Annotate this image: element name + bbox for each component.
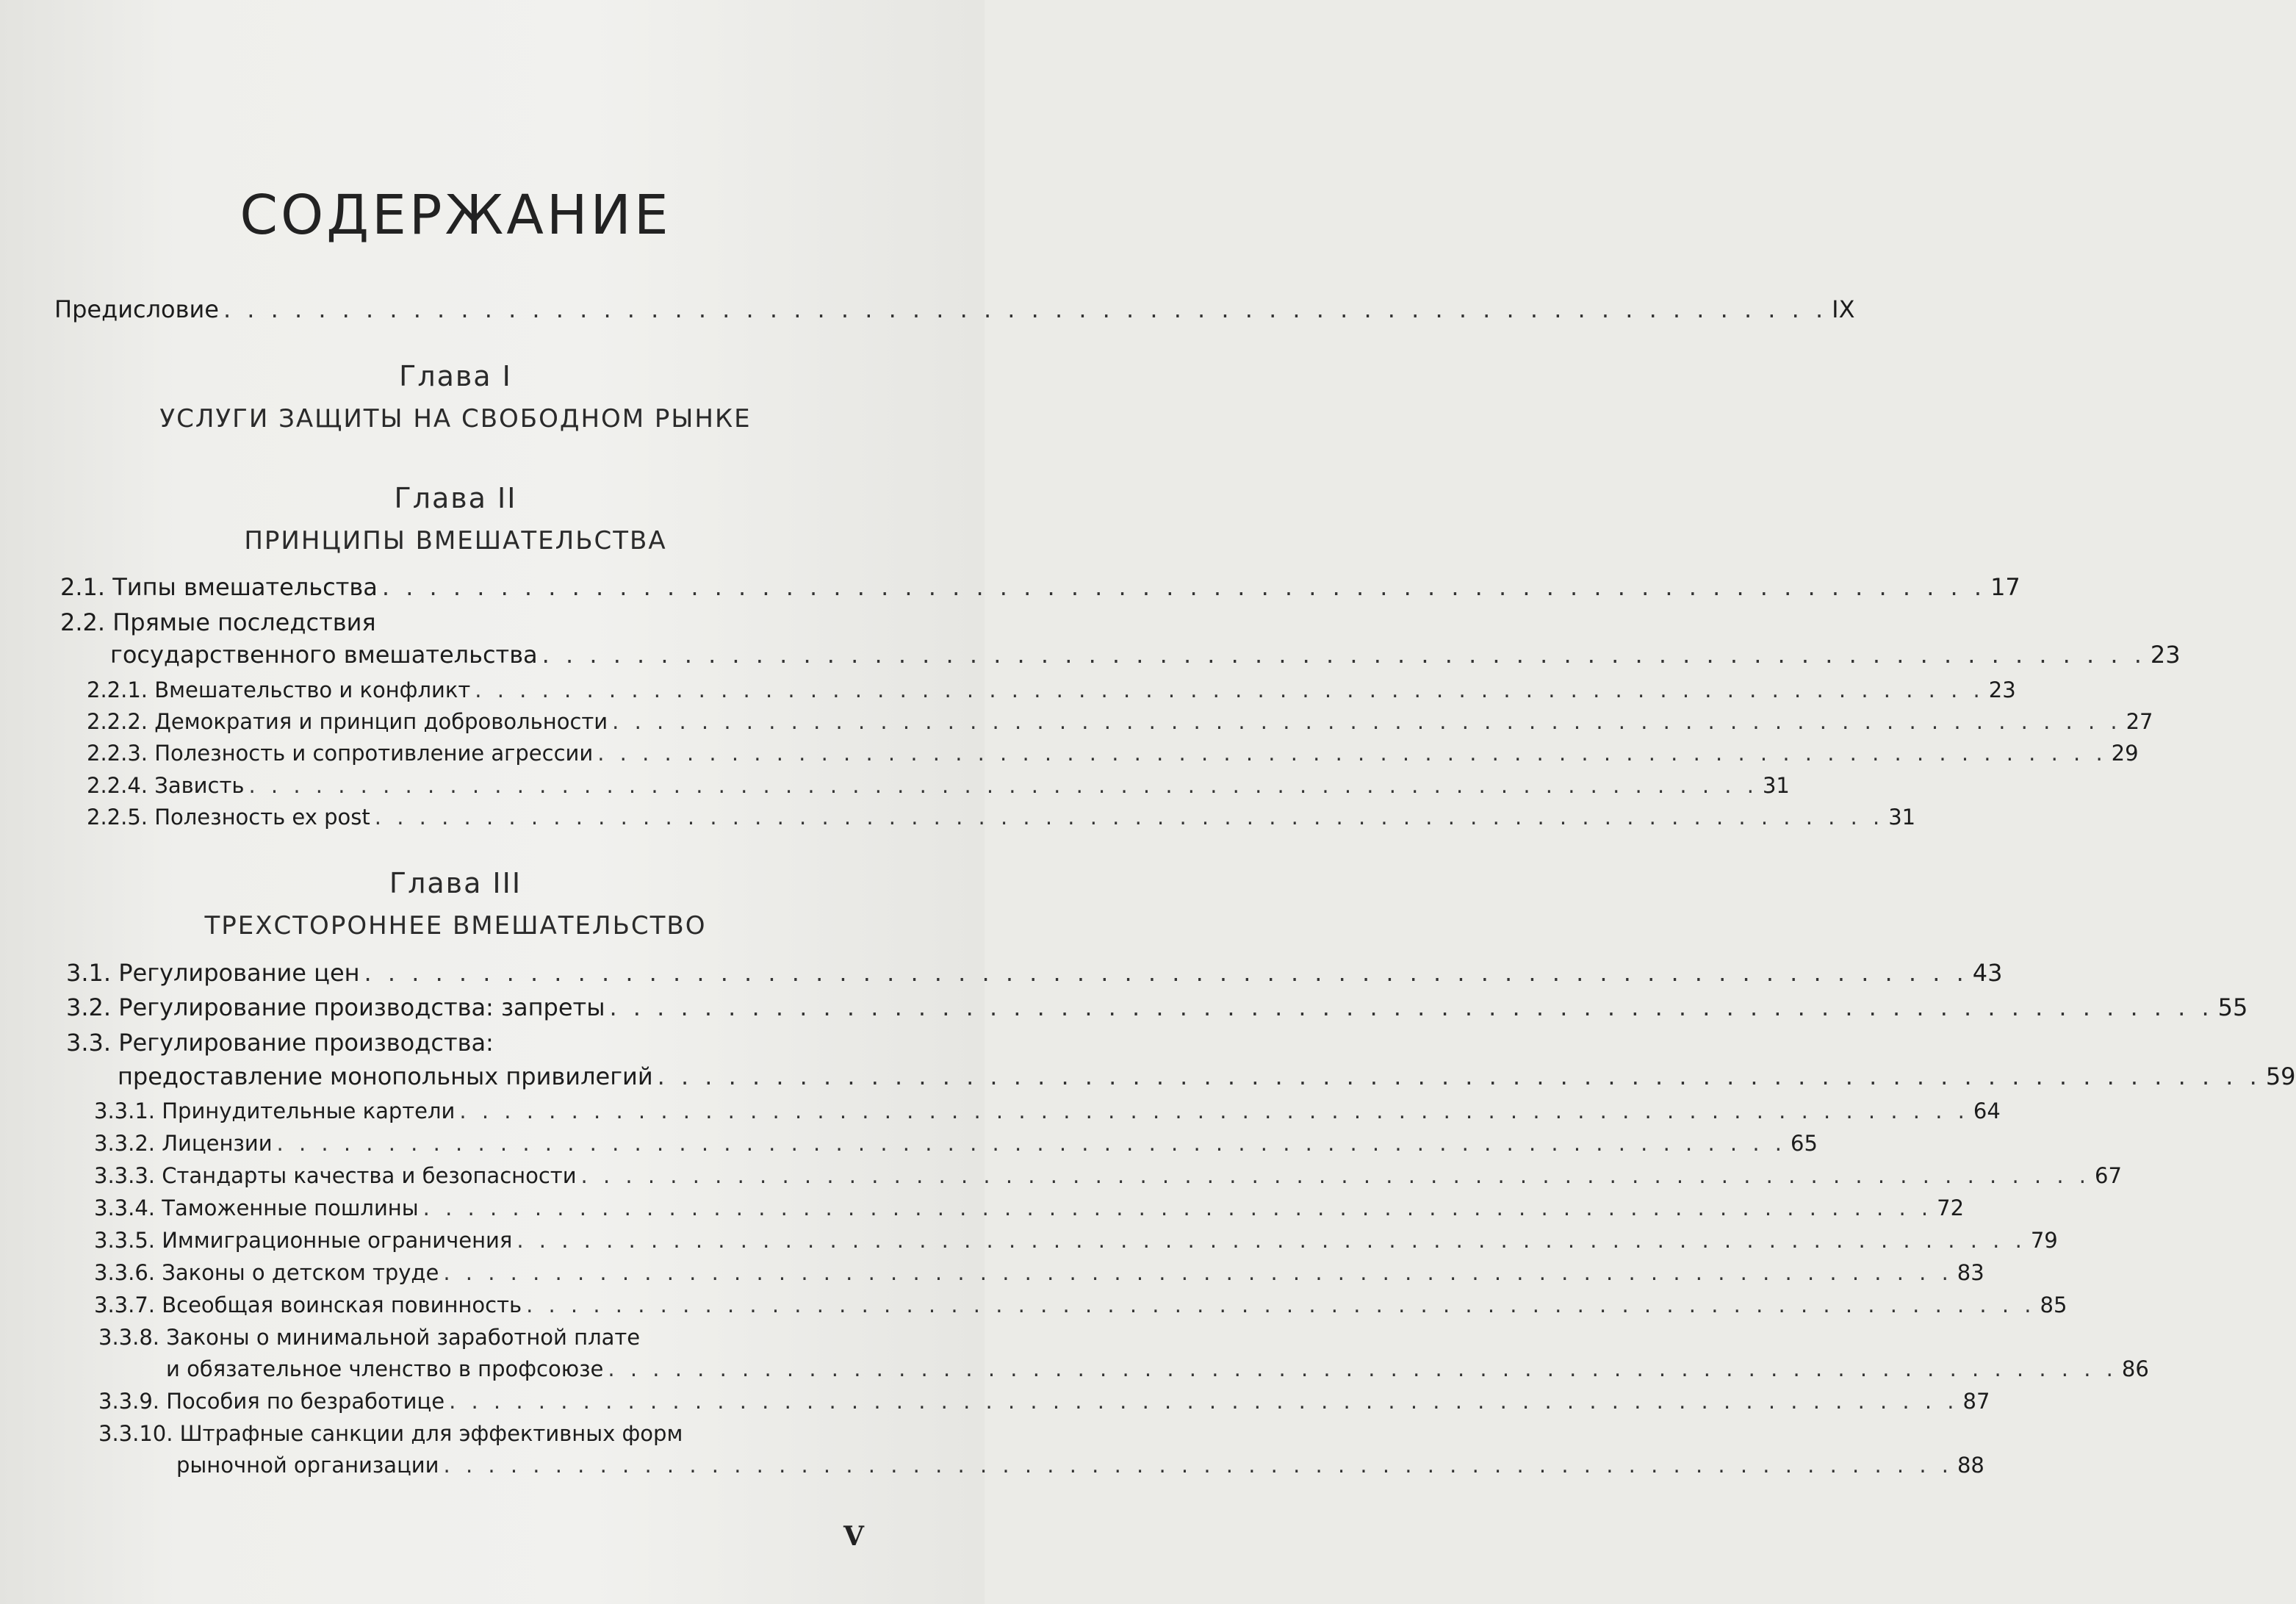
toc-entry-text: 3.3.7. Всеобщая воинская повинность: [94, 1292, 522, 1317]
toc-entry-text: рыночной организации: [176, 1453, 439, 1478]
toc-page-number: 23: [1988, 677, 2016, 702]
toc-page-number: 88: [1957, 1453, 1984, 1478]
toc-entry: [94, 1260, 1984, 1285]
dot-leader: . . . . . . . . . . . . . . . . . . . . . . . . . . . . . . . . . . . . . . . . . . . . . . . . . . . . . . . . . . . . . . . . . . . .: [381, 573, 1987, 601]
toc-page-number: 86: [2121, 1356, 2149, 1381]
toc-entry-text: 2.2. Прямые последствия: [60, 608, 376, 636]
toc-entry: [118, 1062, 2296, 1090]
toc-page-number: IX: [1832, 295, 1855, 323]
toc-page-number: 79: [2030, 1228, 2058, 1253]
toc-entry-text: и обязательное членство в профсоюзе: [166, 1356, 604, 1381]
dot-leader: . . . . . . . . . . . . . . . . . . . . . . . . . . . . . . . . . . . . . . . . . . . . . . . . . . . . . . . . . . . . . . . . . . . .: [608, 1356, 2117, 1381]
toc-entry: [87, 677, 2016, 702]
dot-leader: . . . . . . . . . . . . . . . . . . . . . . . . . . . . . . . . . . . . . . . . . . . . . . . . . . . . . . . . . . . . . . . . . . . .: [517, 1228, 2026, 1253]
dot-leader: . . . . . . . . . . . . . . . . . . . . . . . . . . . . . . . . . . . . . . . . . . . . . . . . . . . . . . . . . . . . . . . . . . . .: [609, 993, 2214, 1021]
chapter-label-3: Глава III: [389, 867, 522, 899]
toc-entry: [94, 1131, 1818, 1156]
toc-entry-preface: [54, 295, 1855, 323]
toc-entry-text: 3.3.6. Законы о детском труде: [94, 1260, 439, 1285]
dot-leader: . . . . . . . . . . . . . . . . . . . . . . . . . . . . . . . . . . . . . . . . . . . . . . . . . . . . . . . . . . . . . . . . . . . .: [443, 1260, 1953, 1285]
toc-entry: [94, 1292, 2068, 1317]
chapter-title-3: ТРЕХСТОРОННЕЕ ВМЕШАТЕЛЬСТВО: [204, 911, 707, 941]
toc-entry-text: предоставление монопольных привилегий: [118, 1062, 653, 1090]
toc-entry-text: 2.2.1. Вмешательство и конфликт: [87, 677, 471, 702]
chapter-title-1: УСЛУГИ ЗАЩИТЫ НА СВОБОДНОМ РЫНКЕ: [159, 404, 752, 434]
toc-page-number: 55: [2217, 993, 2248, 1021]
toc-entry-text: 2.2.5. Полезность ex post: [87, 805, 370, 830]
dot-leader: . . . . . . . . . . . . . . . . . . . . . . . . . . . . . . . . . . . . . . . . . . . . . . . . . . . . . . . . . . . . . . . . . . . .: [459, 1098, 1969, 1123]
dot-leader: . . . . . . . . . . . . . . . . . . . . . . . . . . . . . . . . . . . . . . . . . . . . . . . . . . . . . . . . . . . . . . . . . . . .: [248, 773, 1758, 798]
page-title: СОДЕРЖАНИЕ: [240, 184, 672, 247]
toc-entry: [110, 641, 2181, 669]
toc-entry-text: 2.2.3. Полезность и сопротивление агрессии: [87, 741, 594, 766]
toc-page-number: 31: [1762, 773, 1790, 798]
toc-page-number: 65: [1791, 1131, 1818, 1156]
toc-entry: [66, 993, 2248, 1021]
toc-entry: [94, 1195, 1965, 1220]
toc-page-number: 85: [2040, 1292, 2068, 1317]
dot-leader: . . . . . . . . . . . . . . . . . . . . . . . . . . . . . . . . . . . . . . . . . . . . . . . . . . . . . . . . . . . . . . . . . . . .: [276, 1131, 1787, 1156]
toc-entry-text: 2.1. Типы вмешательства: [60, 573, 378, 601]
toc-entry-text: 3.3.5. Иммиграционные ограничения: [94, 1228, 513, 1253]
dot-leader: . . . . . . . . . . . . . . . . . . . . . . . . . . . . . . . . . . . . . . . . . . . . . . . . . . . . . . . . . . . . . . . . . . . .: [449, 1389, 1959, 1414]
toc-entry-text: 3.3.8. Законы о минимальной заработной плате: [98, 1325, 641, 1350]
toc-entry: [87, 709, 2153, 734]
dot-leader: . . . . . . . . . . . . . . . . . . . . . . . . . . . . . . . . . . . . . . . . . . . . . . . . . . . . . . . . . . . . . . . . . . . .: [422, 1195, 1933, 1220]
toc-entry-text: 3.3.10. Штрафные санкции для эффективных форм: [98, 1421, 683, 1446]
toc-page-number: 31: [1888, 805, 1916, 830]
dot-leader: . . . . . . . . . . . . . . . . . . . . . . . . . . . . . . . . . . . . . . . . . . . . . . . . . . . . . . . . . . . . . . . . . . . .: [364, 959, 1968, 987]
toc-entry: [94, 1228, 2058, 1253]
dot-leader: . . . . . . . . . . . . . . . . . . . . . . . . . . . . . . . . . . . . . . . . . . . . . . . . . . . . . . . . . . . . . . . . . . . .: [612, 709, 2122, 734]
toc-entry: [87, 741, 2139, 766]
toc-page-number: 59: [2265, 1062, 2296, 1090]
chapter-title-2: ПРИНЦИПЫ ВМЕШАТЕЛЬСТВА: [244, 526, 667, 555]
toc-page-number: 67: [2095, 1163, 2122, 1188]
toc-entry-text: Предисловие: [54, 295, 219, 323]
toc-entry: [60, 573, 2020, 601]
dot-leader: . . . . . . . . . . . . . . . . . . . . . . . . . . . . . . . . . . . . . . . . . . . . . . . . . . . . . . . . . . . . . . . . . . . .: [374, 805, 1885, 830]
toc-page-number: 64: [1973, 1098, 2001, 1123]
toc-page-number: 43: [1972, 959, 2003, 987]
toc-entry-text: 3.3.2. Лицензии: [94, 1131, 273, 1156]
chapter-label-2: Глава II: [394, 482, 517, 514]
toc-entry-text: государственного вмешательства: [110, 641, 538, 669]
toc-entry-text: 3.3.4. Таможенные пошлины: [94, 1195, 419, 1220]
toc-entry: [87, 773, 1790, 798]
toc-entry-text: 3.3.3. Стандарты качества и безопасности: [94, 1163, 577, 1188]
chapter-label-1: Глава I: [399, 360, 512, 392]
toc-entry: [176, 1453, 1984, 1478]
page-number: V: [843, 1521, 864, 1552]
toc-entry: [94, 1098, 2001, 1123]
dot-leader: . . . . . . . . . . . . . . . . . . . . . . . . . . . . . . . . . . . . . . . . . . . . . . . . . . . . . . . . . . . . . . . . . . . .: [657, 1062, 2261, 1090]
toc-entry: [98, 1389, 1990, 1414]
toc-entry: [66, 959, 2003, 987]
toc-page-number: 27: [2126, 709, 2153, 734]
toc-entry: [87, 805, 1916, 830]
dot-leader: . . . . . . . . . . . . . . . . . . . . . . . . . . . . . . . . . . . . . . . . . . . . . . . . . . . . . . . . . . . . . . . . . . . .: [223, 295, 1828, 323]
toc-entry-text: 2.2.2. Демократия и принцип добровольности: [87, 709, 608, 734]
dot-leader: . . . . . . . . . . . . . . . . . . . . . . . . . . . . . . . . . . . . . . . . . . . . . . . . . . . . . . . . . . . . . . . . . . . .: [597, 741, 2107, 766]
toc-entry-text: 3.3.9. Пособия по безработице: [98, 1389, 445, 1414]
toc-page-number: 29: [2111, 741, 2139, 766]
dot-leader: . . . . . . . . . . . . . . . . . . . . . . . . . . . . . . . . . . . . . . . . . . . . . . . . . . . . . . . . . . . . . . . . . . . .: [475, 677, 1984, 702]
toc-page-number: 83: [1957, 1260, 1984, 1285]
dot-leader: . . . . . . . . . . . . . . . . . . . . . . . . . . . . . . . . . . . . . . . . . . . . . . . . . . . . . . . . . . . . . . . . . . . .: [526, 1292, 2036, 1317]
toc-page-number: 72: [1937, 1195, 1965, 1220]
dot-leader: . . . . . . . . . . . . . . . . . . . . . . . . . . . . . . . . . . . . . . . . . . . . . . . . . . . . . . . . . . . . . . . . . . . .: [580, 1163, 2091, 1188]
toc-entry-text: 3.1. Регулирование цен: [66, 959, 360, 987]
toc-entry: [94, 1163, 2122, 1188]
toc-entry-text: 2.2.4. Зависть: [87, 773, 245, 798]
dot-leader: . . . . . . . . . . . . . . . . . . . . . . . . . . . . . . . . . . . . . . . . . . . . . . . . . . . . . . . . . . . . . . . . . . . .: [443, 1453, 1953, 1478]
dot-leader: . . . . . . . . . . . . . . . . . . . . . . . . . . . . . . . . . . . . . . . . . . . . . . . . . . . . . . . . . . . . . . . . . . . .: [541, 641, 2146, 669]
toc-entry-text: 3.3. Регулирование производства:: [66, 1029, 494, 1057]
toc-page-number: 23: [2150, 641, 2181, 669]
toc-entry-text: 3.2. Регулирование производства: запреты: [66, 993, 605, 1021]
toc-entry-text: 3.3.1. Принудительные картели: [94, 1098, 456, 1123]
toc-page-number: 87: [1962, 1389, 1990, 1414]
toc-page-number: 17: [1990, 573, 2020, 601]
toc-entry: [166, 1356, 2149, 1381]
